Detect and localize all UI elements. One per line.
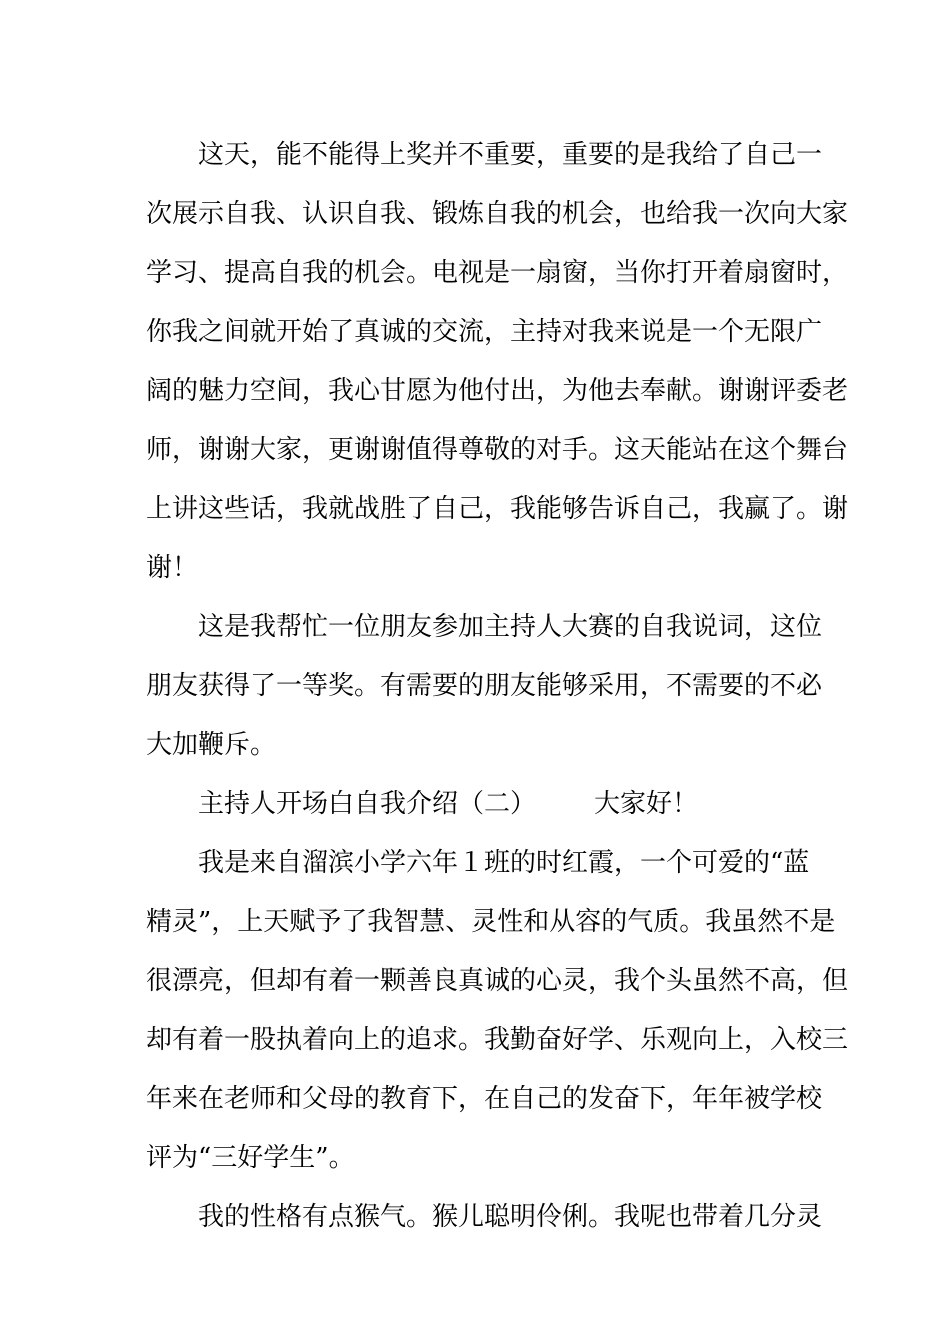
paragraph-3 [146, 834, 849, 1188]
paragraph-line: 朋友获得了一等奖。有需要的朋友能够采用，不需要的不必 [146, 671, 823, 701]
section-heading: 主持人开场白自我介绍（二） [198, 789, 537, 819]
paragraph-1 [146, 126, 849, 598]
paragraph-line: 很漂亮，但却有着一颗善良真诚的心灵，我个头虽然不高，但 [146, 966, 849, 996]
paragraph-line: 次展示自我、认识自我、锻炼自我的机会，也给我一次向大家 [146, 199, 849, 229]
paragraph-line: 我是来自溜滨小学六年１班的时红霞，一个可爱的“蓝 [198, 848, 810, 878]
greeting: 大家好！ [594, 789, 699, 819]
paragraph-line: 学习、提高自我的机会。电视是一扇窗，当你打开着扇窗时， [146, 258, 849, 288]
paragraph-line: 阔的魅力空间，我心甘愿为他付出，为他去奉献。谢谢评委老 [146, 376, 849, 406]
paragraph-line: 这天，能不能得上奖并不重要，重要的是我给了自己一 [198, 140, 823, 170]
paragraph-line: 评为“三好学生”。 [146, 1143, 355, 1173]
section-heading-line [146, 775, 806, 834]
paragraph-line: 谢！ [146, 553, 199, 583]
paragraph-line: 这是我帮忙一位朋友参加主持人大赛的自我说词，这位 [198, 612, 823, 642]
paragraph-2 [146, 598, 823, 775]
document-page [146, 126, 849, 1247]
paragraph-line: 大加鞭斥。 [146, 730, 277, 760]
paragraph-line: 你我之间就开始了真诚的交流，主持对我来说是一个无限广 [146, 317, 823, 347]
paragraph-line: 年来在老师和父母的教育下，在自己的发奋下，年年被学校 [146, 1084, 823, 1114]
paragraph-line: 我的性格有点猴气。猴儿聪明伶俐。我呢也带着几分灵 [198, 1202, 823, 1232]
paragraph-line: 却有着一股执着向上的追求。我勤奋好学、乐观向上，入校三 [146, 1025, 849, 1055]
paragraph-line: 精灵”，上天赋予了我智慧、灵性和从容的气质。我虽然不是 [146, 907, 836, 937]
paragraph-line: 师，谢谢大家，更谢谢值得尊敬的对手。这天能站在这个舞台 [146, 435, 849, 465]
heading-row [146, 775, 806, 834]
paragraph-4 [146, 1188, 823, 1247]
paragraph-line: 上讲这些话，我就战胜了自己，我能够告诉自己，我赢了。谢 [146, 494, 849, 524]
